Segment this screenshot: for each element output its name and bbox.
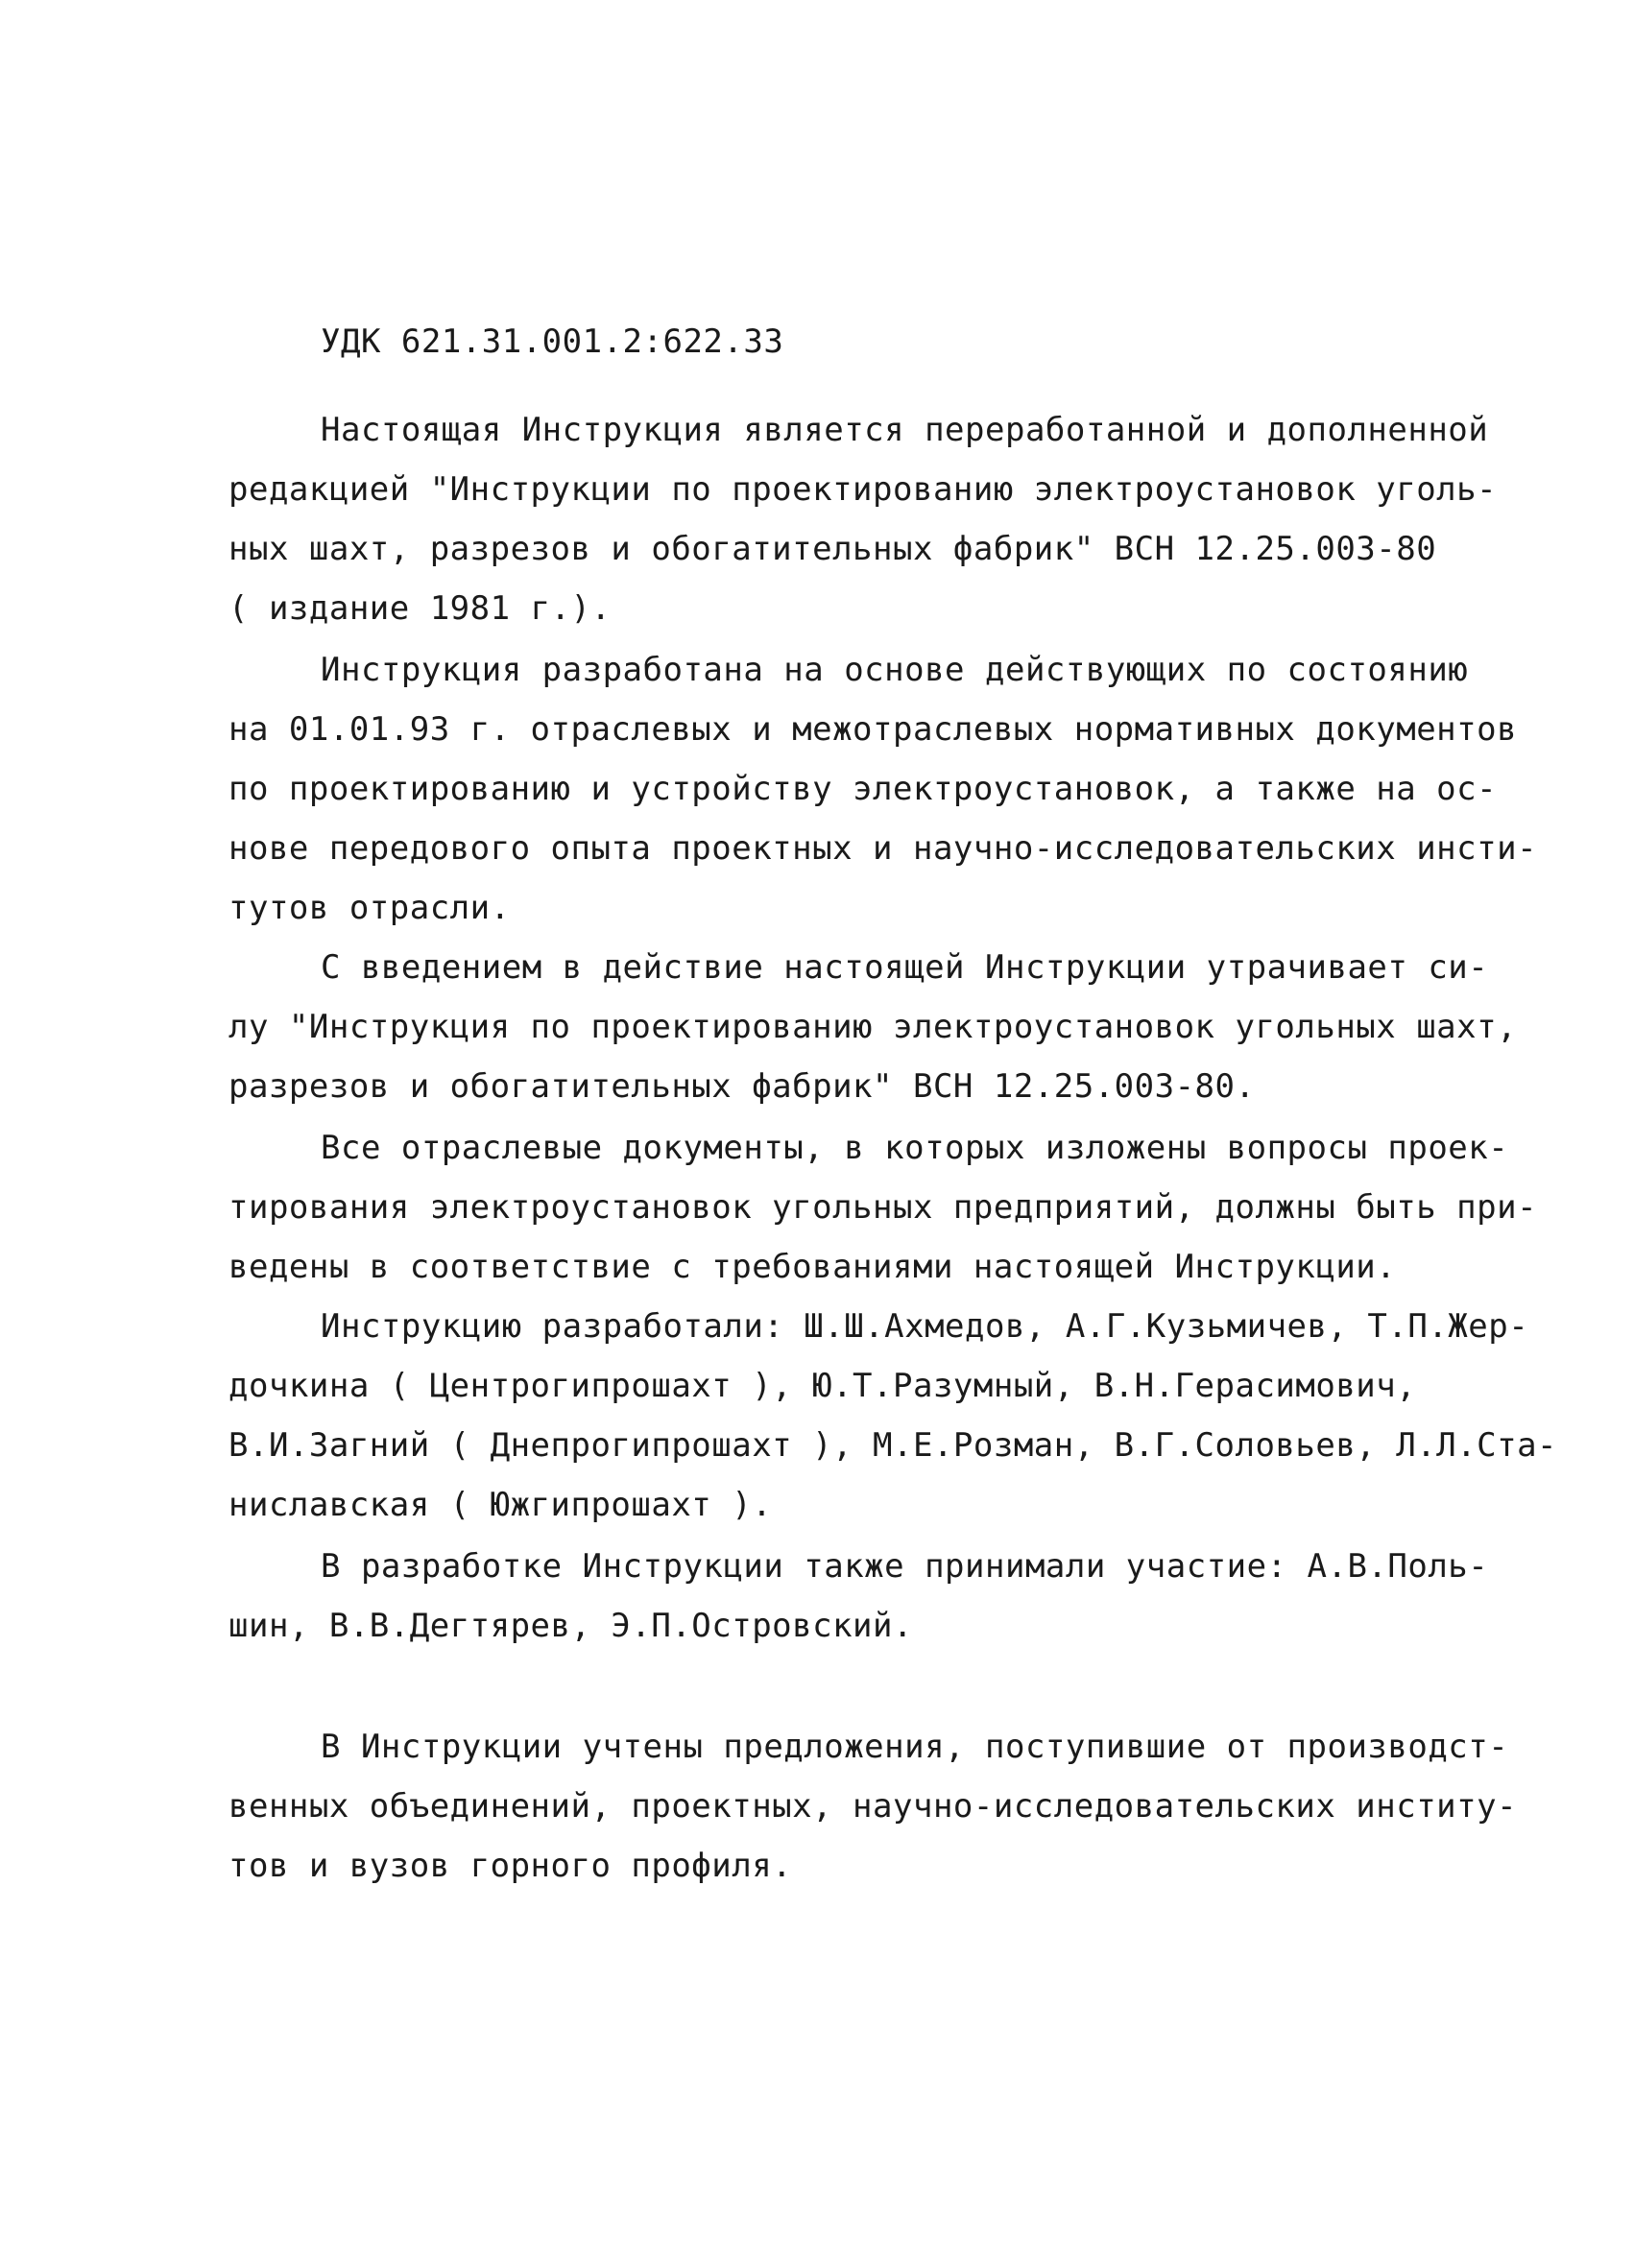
- paragraph-line: тов и вузов горного профиля.: [228, 1847, 793, 1885]
- paragraph-line: В.И.Загний ( Днепрогипрошахт ), М.Е.Розман, В.Г.Соловьев, Л.Л.Ста-: [228, 1426, 1558, 1465]
- paragraph-line: ( издание 1981 г.).: [228, 589, 612, 628]
- paragraph-line: Инструкция разработана на основе действующих по состоянию: [321, 651, 1469, 689]
- paragraph-line: лу "Инструкция по проектированию электроустановок угольных шахт,: [228, 1008, 1518, 1046]
- paragraph-line: разрезов и обогатительных фабрик" ВСН 12.25.003-80.: [228, 1067, 1256, 1106]
- paragraph-line: редакцией "Инструкции по проектированию электроустановок уголь-: [228, 470, 1498, 509]
- paragraph-line: ведены в соответствие с требованиями настоящей Инструкции.: [228, 1248, 1397, 1286]
- paragraph-line: В разработке Инструкции также принимали участие: А.В.Поль-: [321, 1547, 1489, 1586]
- paragraph-line: Все отраслевые документы, в которых изложены вопросы проек-: [321, 1129, 1509, 1167]
- udk-code: УДК 621.31.001.2:622.33: [321, 322, 784, 361]
- paragraph-line: тирования электроустановок угольных предприятий, должны быть при-: [228, 1188, 1538, 1227]
- paragraph-line: Инструкцию разработали: Ш.Ш.Ахмедов, А.Г.Кузьмичев, Т.П.Жер-: [321, 1307, 1529, 1346]
- paragraph-line: по проектированию и устройству электроустановок, а также на ос-: [228, 770, 1498, 808]
- paragraph-line: шин, В.В.Дегтярев, Э.П.Островский.: [228, 1607, 913, 1645]
- paragraph-line: нове передового опыта проектных и научно-исследовательских инсти-: [228, 829, 1538, 868]
- paragraph-line: Настоящая Инструкция является переработанной и дополненной: [321, 411, 1489, 449]
- paragraph-line: тутов отрасли.: [228, 889, 511, 927]
- paragraph-line: ниславская ( Южгипрошахт ).: [228, 1486, 773, 1524]
- paragraph-line: венных объединений, проектных, научно-исследовательских институ-: [228, 1787, 1518, 1826]
- paragraph-line: на 01.01.93 г. отраслевых и межотраслевых нормативных документов: [228, 710, 1518, 749]
- paragraph-line: С введением в действие настоящей Инструкции утрачивает си-: [321, 948, 1489, 987]
- paragraph-line: В Инструкции учтены предложения, поступившие от производст-: [321, 1728, 1509, 1766]
- paragraph-line: ных шахт, разрезов и обогатительных фабрик" ВСН 12.25.003-80: [228, 530, 1437, 568]
- paragraph-line: дочкина ( Центрогипрошахт ), Ю.Т.Разумный, В.Н.Герасимович,: [228, 1367, 1417, 1405]
